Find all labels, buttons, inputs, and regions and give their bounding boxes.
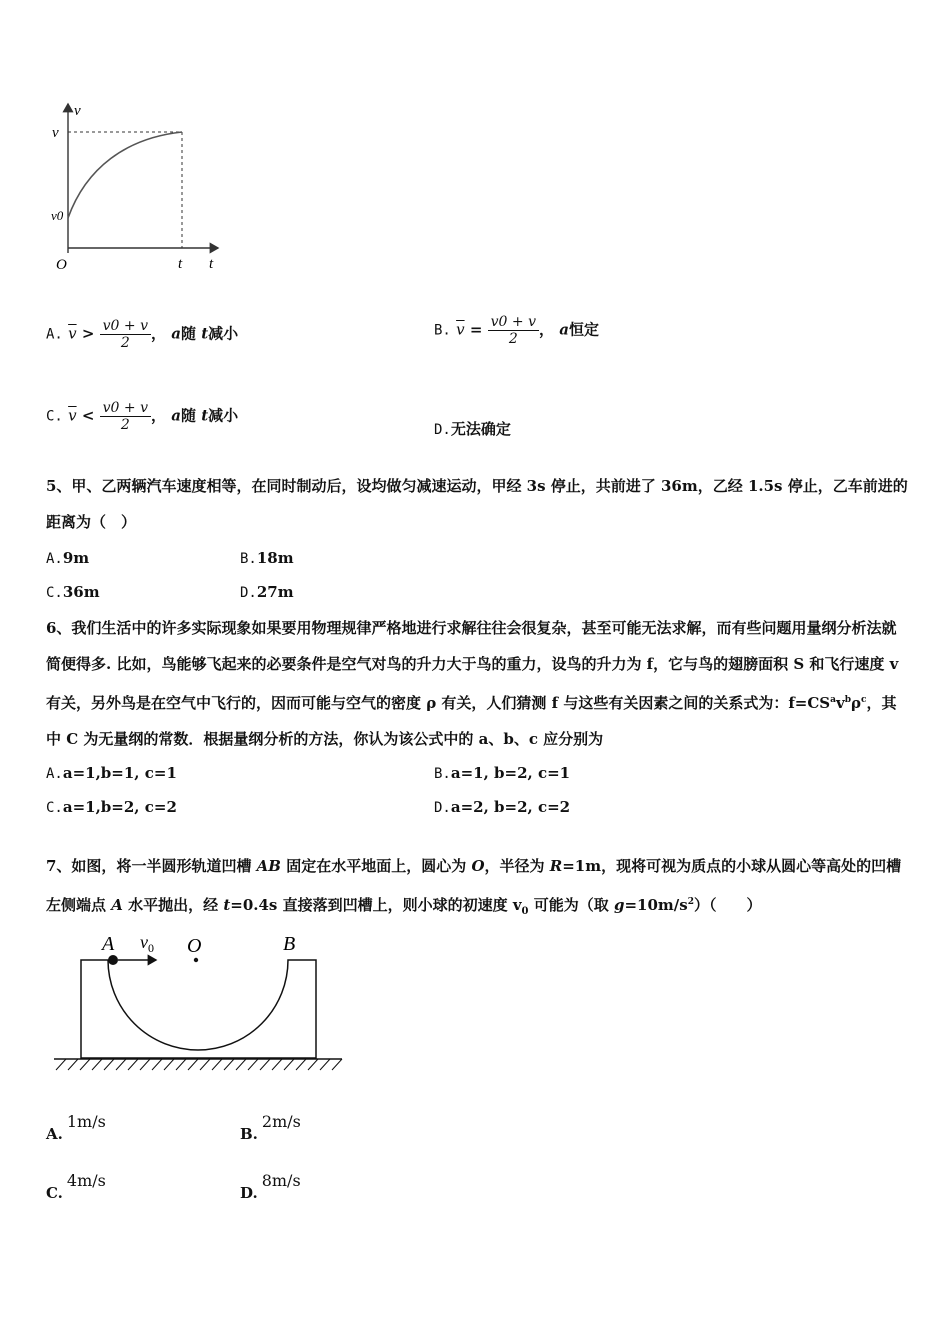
fraction: $\frac{v0 + v}{2}$ xyxy=(100,400,151,433)
center-point xyxy=(194,958,198,962)
q6-option-d[interactable]: D.a=2, b=2, c=2 xyxy=(434,798,571,816)
fraction: $\frac{v0 + v}{2}$ xyxy=(488,314,539,347)
ground-hatching xyxy=(56,1059,342,1070)
v0-tick-label: v0 xyxy=(51,208,64,223)
q6-option-a[interactable]: A.a=1,b=1, c=1 xyxy=(46,764,177,782)
q4-option-c[interactable]: C. $\overline{v}$ < $\frac{v0 + v}{2}$ ， a随 t减小 xyxy=(46,400,239,433)
label-v0: $v_0$ xyxy=(140,932,154,955)
q6-option-c[interactable]: C.a=1,b=2, c=2 xyxy=(46,798,177,816)
q7-option-d[interactable]: D.8m/s xyxy=(240,1171,301,1202)
q5-stem: 5、甲、乙两辆汽车速度相等，在同时制动后，设均做匀减速运动，甲经 3s 停止，共前进了 36m，乙经 1.5s 停止，乙车前进的距离为（ ） xyxy=(46,477,908,531)
y-axis-label: v xyxy=(74,103,81,119)
ball xyxy=(108,955,118,965)
q6-option-b[interactable]: B.a=1, b=2, c=1 xyxy=(434,764,571,782)
groove-outline xyxy=(81,960,316,1058)
q4-option-d[interactable]: D.无法确定 xyxy=(434,420,511,438)
q7-option-b[interactable]: B.2m/s xyxy=(240,1112,301,1143)
fraction: $\frac{v0 + v}{2}$ xyxy=(100,318,151,351)
q7-option-c[interactable]: C.4m/s xyxy=(46,1171,106,1202)
q5-option-d[interactable]: D.27m xyxy=(240,583,294,601)
x-axis-label: t xyxy=(209,256,214,272)
q5-option-a[interactable]: A.9m xyxy=(46,549,90,567)
origin-label: O xyxy=(56,257,67,273)
v-tick-label: v xyxy=(52,125,59,141)
q4-option-a[interactable]: A. $\overline{v}$ > $\frac{v0 + v}{2}$ ， a随 t减小 xyxy=(46,318,239,351)
q6-stem: 6、我们生活中的许多实际现象如果要用物理规律严格地进行求解往往会很复杂，甚至可能无法求解，而有些问题用量纲分析法就简便得多. 比如，鸟能够飞起来的必要条件是空气对鸟的升力大于鸟的重力，设鸟的升力为 f，它与鸟的翅膀面积 S 和飞行速度 v 有关，另外鸟是在空气中飞行的，因而可能与空气的密度 ρ 有关，人们猜测 f 与这些有关因素之间的关系式为：$f=CS^av^b\rho^c$，其中 C 为无量纲的常数．根据量纲分析的方法，你认为该公式中的 a、b、c 应分别为 xyxy=(46,619,899,748)
q5-option-b[interactable]: B.18m xyxy=(240,549,294,567)
label-a: A xyxy=(102,933,115,955)
q7-option-a[interactable]: A.1m/s xyxy=(46,1112,106,1143)
q4-option-b[interactable]: B. $\overline{v}$ = $\frac{v0 + v}{2}$ ， a恒定 xyxy=(434,314,599,347)
q5-option-c[interactable]: C.36m xyxy=(46,583,100,601)
label-o: O xyxy=(187,935,202,957)
label-b: B xyxy=(283,933,296,955)
velocity-time-graph xyxy=(46,98,236,278)
semicircular-groove-figure xyxy=(46,928,356,1078)
q7-stem: 7、如图，将一半圆形轨道凹槽 AB 固定在水平地面上，圆心为 O，半径为 R=1m，现将可视为质点的小球从圆心等高处的凹槽左侧端点 A 水平抛出，经 t=0.4s 直接落到凹槽上，则小球的初速度 $v_0$ 可能为（取 $g=10m/s^2$）（ ） xyxy=(46,857,902,917)
t-tick-label: t xyxy=(178,256,183,272)
velocity-curve xyxy=(68,132,182,218)
